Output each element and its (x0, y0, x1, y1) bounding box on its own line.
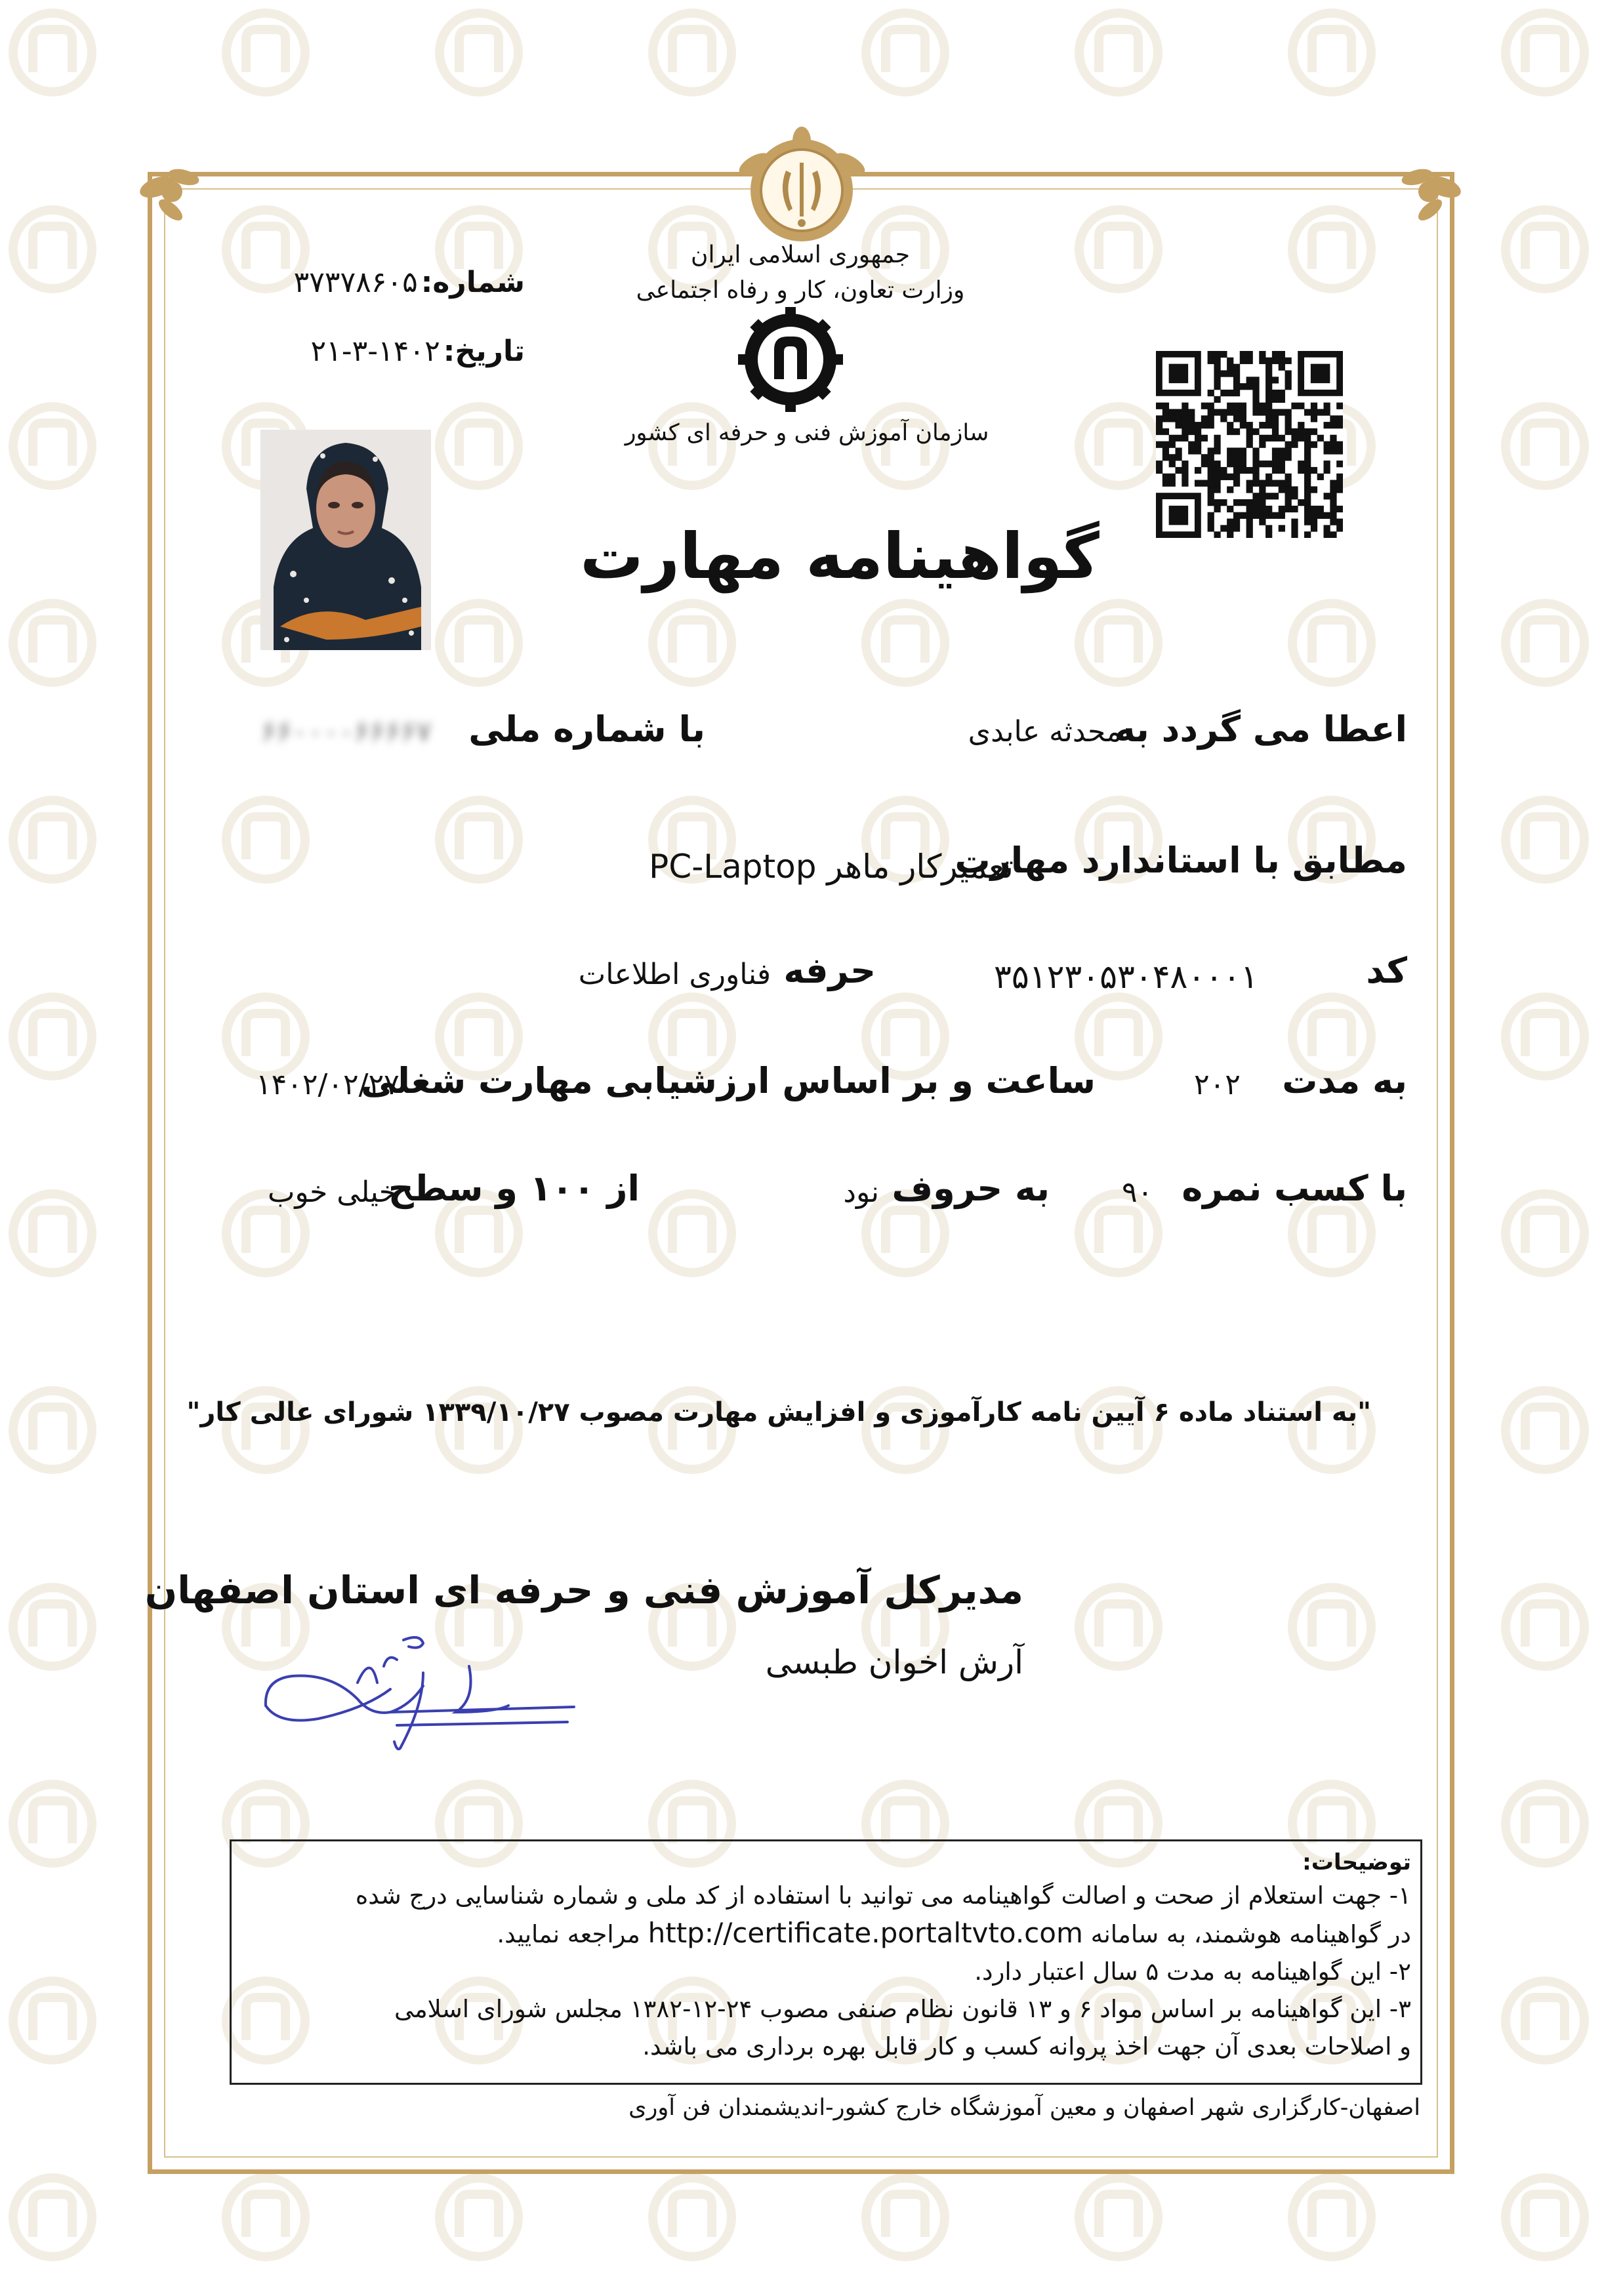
duration-label: به مدت (1282, 1060, 1407, 1101)
duration-value: ۲۰۲ (1194, 1068, 1241, 1101)
footer-issuer: اصفهان-کارگزاری شهر اصفهان و معین آموزشگاه خارج کشور-اندیشمندان فن آوری (628, 2095, 1420, 2121)
certificate-date (249, 335, 525, 368)
date-value: ۱۴۰۲-۳-۲۱ (310, 335, 440, 368)
granted-label: اعطا می گردد به (1114, 708, 1407, 750)
notes-line-4: ۳- این گواهینامه بر اساس مواد ۶ و ۱۳ قانون نظام صنفی مصوب ۲۴-۱۲-۱۳۸۲ مجلس شورای اسلامی (394, 1995, 1411, 2023)
hours-label: ساعت و بر اساس ارزشیابی مهارت شغلی (360, 1060, 1096, 1101)
notes-line-2-post: مراجعه نمایید. (497, 1920, 640, 1948)
certificate-title: گواهینامه مهارت (580, 520, 1100, 593)
national-id-value: ۶۶۰۰۰۰۶۶۶۶۷ (261, 715, 432, 748)
number-label: شماره: (421, 266, 525, 299)
score-value: ۹۰ (1122, 1176, 1153, 1209)
letters-value: نود (843, 1176, 879, 1209)
national-id-label: با شماره ملی (468, 708, 705, 750)
code-label: کد (1366, 950, 1407, 991)
header-country: جمهوری اسلامی ایران (691, 241, 910, 268)
header-organization: سازمان آموزش فنی و حرفه ای کشور (625, 420, 989, 446)
signature-drawing (259, 1627, 600, 1758)
certificate-portal-link[interactable]: http://certificate.portaltvto.com (648, 1917, 1083, 1949)
decree-statement: "به استناد ماده ۶ آیین نامه کارآموزی و افزایش مهارت مصوب ۱۳۳۹/۱۰/۲۷ شورای عالی کار" (186, 1397, 1371, 1427)
out-of-label: از ۱۰۰ و سطح (388, 1168, 640, 1209)
corner-ornament-left (131, 157, 243, 243)
number-value: ۳۷۳۷۸۶۰۵ (293, 266, 418, 299)
notes-box (230, 1839, 1422, 2085)
signatory-name: آرش اخوان طبسی (765, 1643, 1023, 1681)
notes-line-1: ۱- جهت استعلام از صحت و اصالت گواهینامه می توانید با استفاده از کد ملی و شماره شناسایی درج شده (355, 1881, 1411, 1910)
date-label: تاریخ: (443, 335, 525, 368)
notes-line-2-pre: در گواهینامه هوشمند، به سامانه (1090, 1920, 1411, 1948)
score-label: با کسب نمره (1182, 1168, 1407, 1209)
certificate-number (249, 266, 525, 299)
tvto-logo-icon (738, 307, 843, 412)
notes-line-3: ۲- این گواهینامه به مدت ۵ سال اعتبار دارد. (974, 1958, 1411, 1986)
signatory-title: مدیرکل آموزش فنی و حرفه ای استان اصفهان (144, 1568, 1023, 1612)
level-value: خیلی خوب (267, 1176, 397, 1209)
standard-value: تعمیرکار ماهر PC-Laptop (649, 848, 1014, 886)
trade-value: فناوری اطلاعات (578, 958, 771, 991)
notes-line-5: و اصلاحات بعدی آن جهت اخذ پروانه کسب و کار قابل بهره برداری می باشد. (642, 2032, 1411, 2060)
recipient-photo (260, 430, 431, 650)
iran-emblem-icon (735, 125, 869, 249)
corner-ornament-right (1358, 157, 1470, 243)
recipient-name: محدثه عابدی (968, 715, 1122, 748)
header-ministry: وزارت تعاون، کار و رفاه اجتماعی (636, 277, 965, 304)
letters-label: به حروف (892, 1168, 1050, 1209)
qr-code (1156, 351, 1343, 538)
trade-label: حرفه (783, 950, 876, 991)
standard-label: مطابق با استاندارد مهارت (955, 840, 1407, 881)
assessment-date: ۱۴۰۲/۰۲/۲۷ (256, 1068, 400, 1101)
notes-line-2 (241, 1914, 1411, 1953)
notes-title: توضیحات: (1302, 1849, 1411, 1876)
code-value: ۳۵۱۲۳۰۵۳۰۴۸۰۰۰۱ (994, 958, 1258, 996)
